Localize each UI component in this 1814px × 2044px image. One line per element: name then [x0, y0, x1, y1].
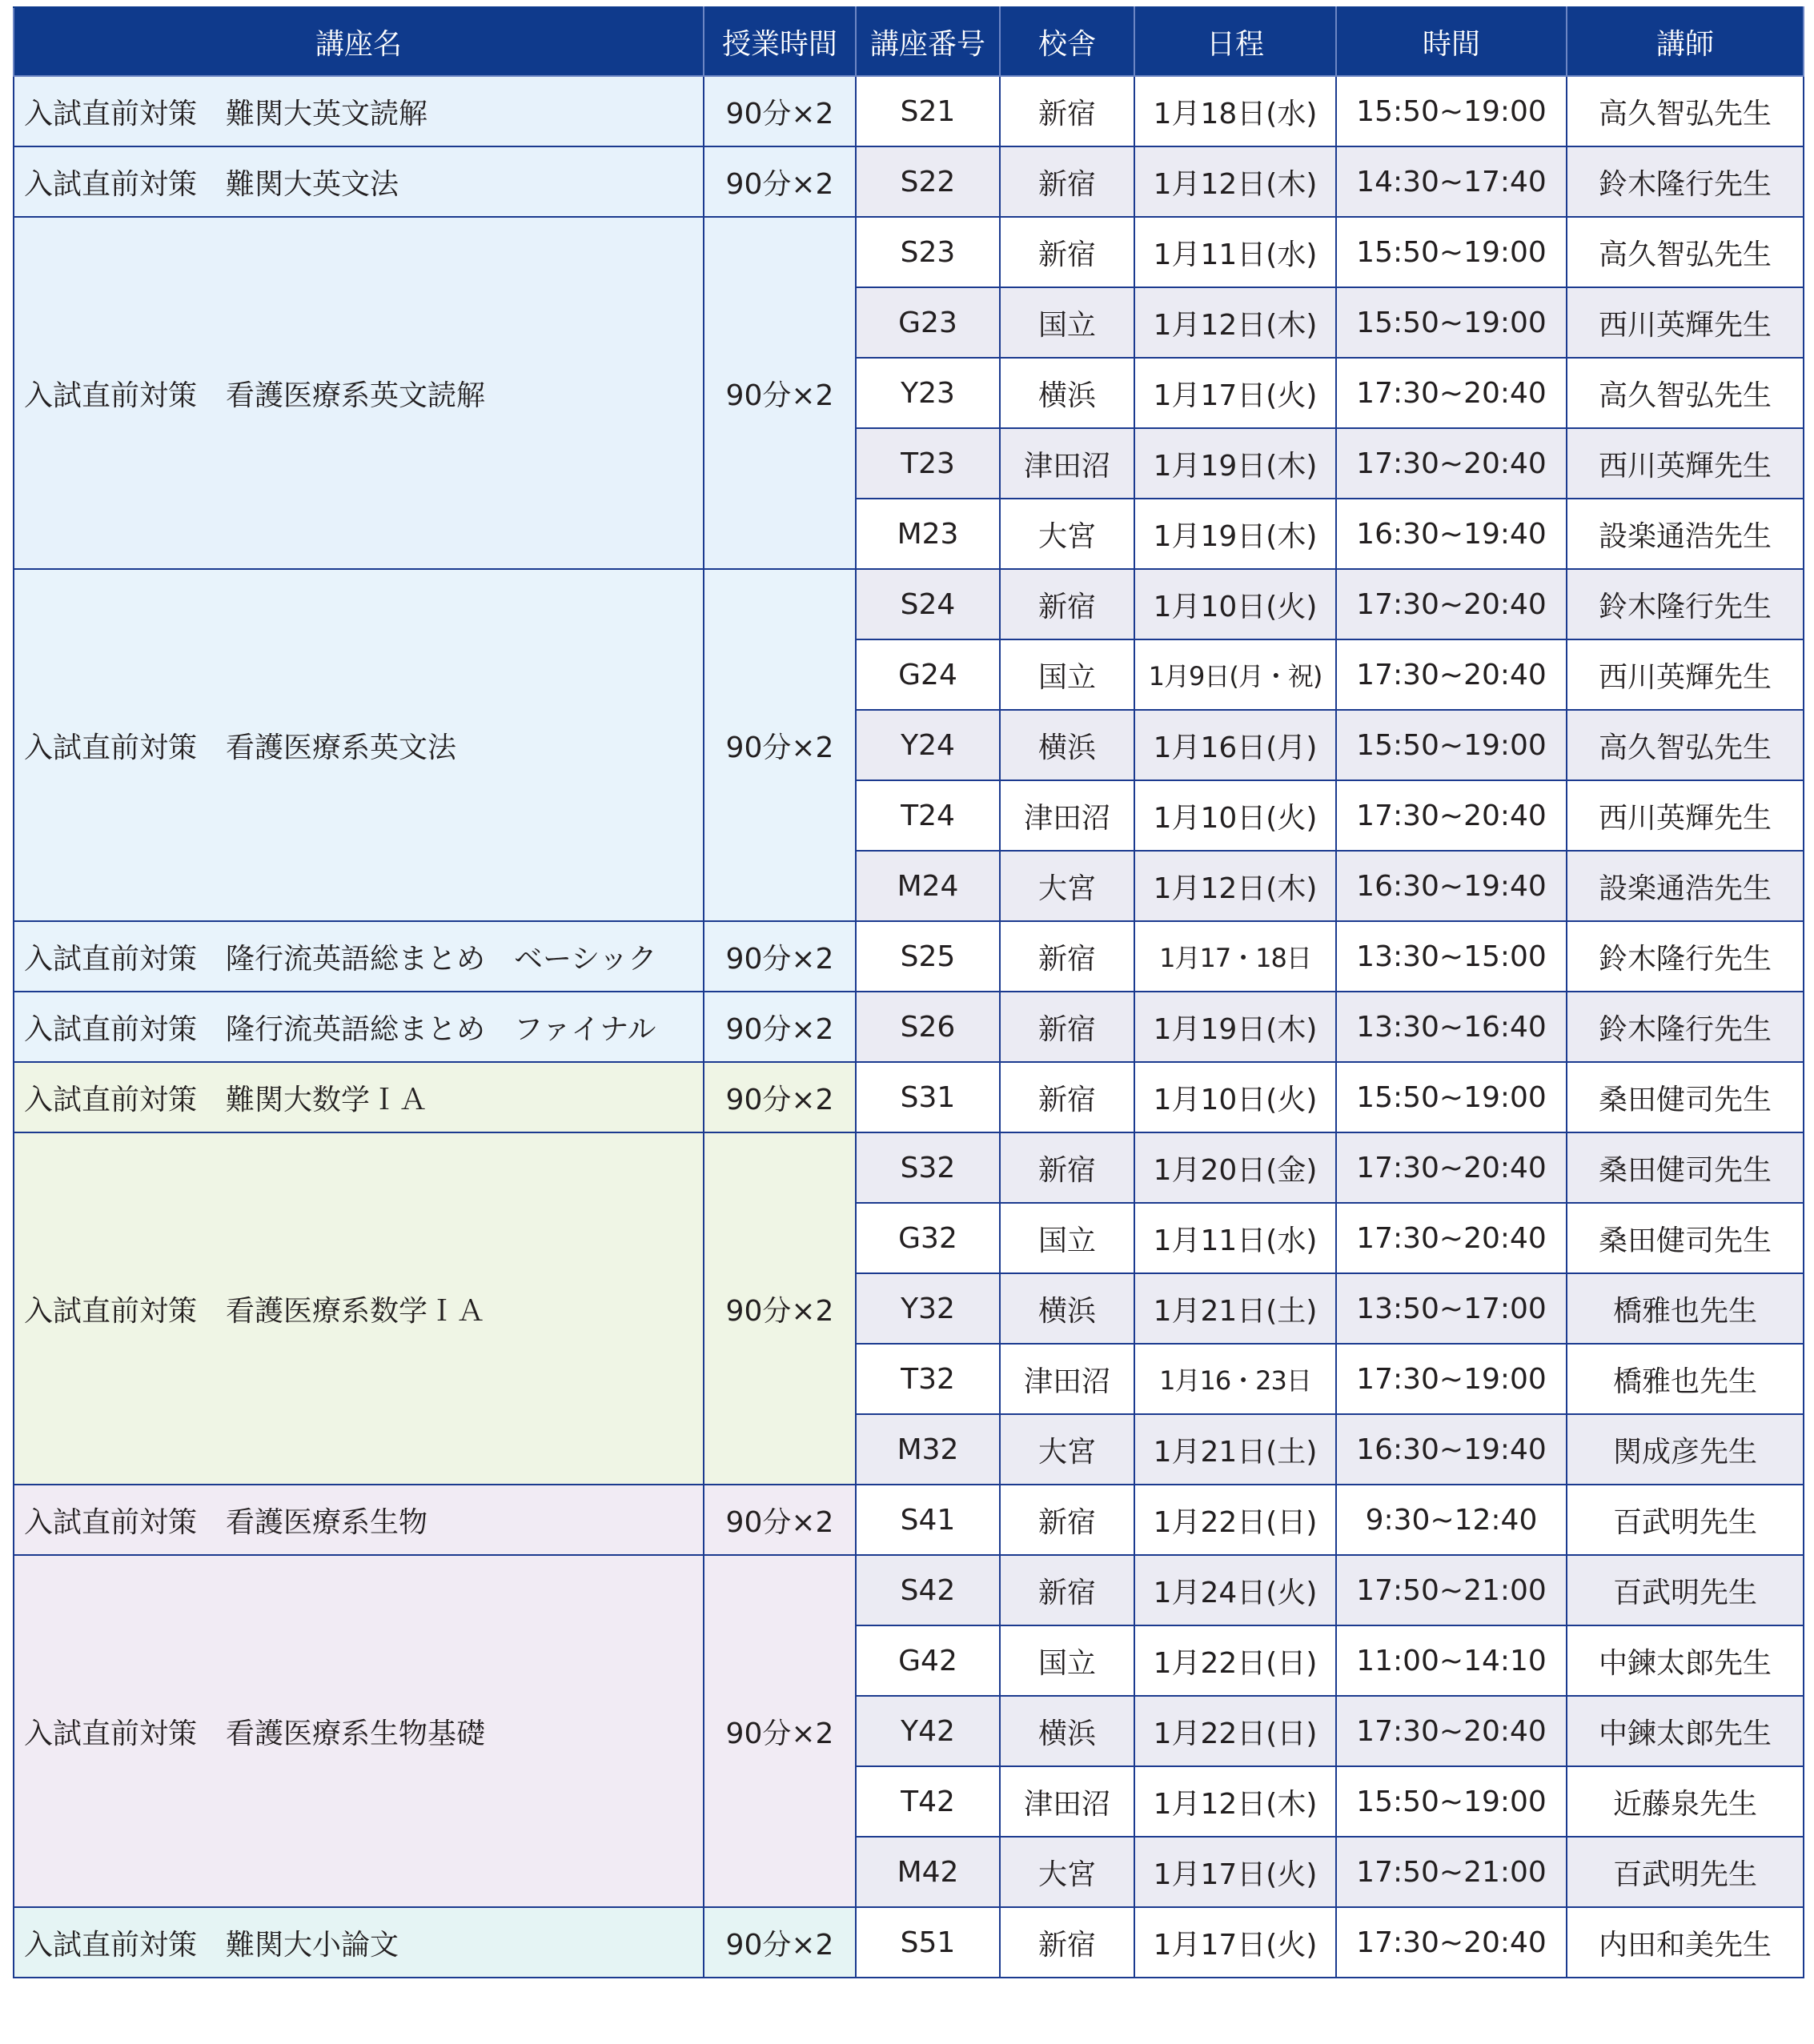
schedule-date: 1月10日(火)	[1134, 569, 1336, 639]
teacher-name: 西川英輝先生	[1567, 780, 1804, 851]
header-row	[14, 7, 1804, 76]
class-time: 17:30~19:00	[1336, 1344, 1567, 1414]
schedule-date: 1月21日(土)	[1134, 1273, 1336, 1344]
campus: 大宮	[1000, 499, 1134, 569]
table-header	[14, 7, 1804, 76]
schedule-date: 1月18日(水)	[1134, 76, 1336, 146]
class-time: 17:30~20:40	[1336, 1907, 1567, 1978]
course-code: T23	[856, 428, 1000, 499]
course-duration: 90分×2	[704, 992, 856, 1062]
schedule-date: 1月10日(火)	[1134, 780, 1336, 851]
teacher-name: 内田和美先生	[1567, 1907, 1804, 1978]
class-time: 16:30~19:40	[1336, 851, 1567, 921]
header-time: 時間	[1336, 7, 1567, 76]
campus: 新宿	[1000, 76, 1134, 146]
campus: 大宮	[1000, 851, 1134, 921]
schedule-container	[13, 6, 1803, 1978]
course-code: S31	[856, 1062, 1000, 1132]
table-row	[14, 921, 1804, 992]
course-code: G32	[856, 1203, 1000, 1273]
schedule-date: 1月17日(火)	[1134, 1837, 1336, 1907]
campus: 横浜	[1000, 1696, 1134, 1766]
course-code: M32	[856, 1414, 1000, 1485]
class-time: 17:30~20:40	[1336, 569, 1567, 639]
class-time: 13:50~17:00	[1336, 1273, 1567, 1344]
course-name: 入試直前対策 看護医療系生物	[14, 1485, 704, 1555]
header-course-name: 講座名	[14, 7, 704, 76]
course-code: G42	[856, 1625, 1000, 1696]
teacher-name: 百武明先生	[1567, 1485, 1804, 1555]
class-time: 17:30~20:40	[1336, 428, 1567, 499]
class-time: 11:00~14:10	[1336, 1625, 1567, 1696]
teacher-name: 橋雅也先生	[1567, 1344, 1804, 1414]
course-duration: 90分×2	[704, 1062, 856, 1132]
schedule-date: 1月22日(日)	[1134, 1625, 1336, 1696]
class-time: 15:50~19:00	[1336, 76, 1567, 146]
teacher-name: 高久智弘先生	[1567, 358, 1804, 428]
class-time: 17:30~20:40	[1336, 780, 1567, 851]
course-name: 入試直前対策 看護医療系生物基礎	[14, 1555, 704, 1907]
teacher-name: 設楽通浩先生	[1567, 499, 1804, 569]
table-body	[14, 76, 1804, 1978]
table-row	[14, 992, 1804, 1062]
teacher-name: 桑田健司先生	[1567, 1203, 1804, 1273]
campus: 新宿	[1000, 217, 1134, 287]
class-time: 15:50~19:00	[1336, 1062, 1567, 1132]
header-campus: 校舎	[1000, 7, 1134, 76]
course-duration: 90分×2	[704, 1485, 856, 1555]
course-schedule-table	[13, 6, 1804, 1978]
teacher-name: 鈴木隆行先生	[1567, 146, 1804, 217]
table-row	[14, 1132, 1804, 1203]
schedule-date: 1月10日(火)	[1134, 1062, 1336, 1132]
teacher-name: 百武明先生	[1567, 1555, 1804, 1625]
course-code: T42	[856, 1766, 1000, 1837]
course-duration: 90分×2	[704, 1555, 856, 1907]
course-code: S26	[856, 992, 1000, 1062]
schedule-date: 1月11日(水)	[1134, 1203, 1336, 1273]
schedule-date: 1月16・23日	[1134, 1344, 1336, 1414]
campus: 新宿	[1000, 1132, 1134, 1203]
class-time: 16:30~19:40	[1336, 1414, 1567, 1485]
campus: 津田沼	[1000, 780, 1134, 851]
course-code: S51	[856, 1907, 1000, 1978]
campus: 国立	[1000, 287, 1134, 358]
course-code: S23	[856, 217, 1000, 287]
schedule-date: 1月17日(火)	[1134, 358, 1336, 428]
teacher-name: 西川英輝先生	[1567, 287, 1804, 358]
course-code: S21	[856, 76, 1000, 146]
schedule-date: 1月12日(木)	[1134, 287, 1336, 358]
class-time: 17:30~20:40	[1336, 1696, 1567, 1766]
course-name: 入試直前対策 看護医療系英文読解	[14, 217, 704, 569]
campus: 新宿	[1000, 992, 1134, 1062]
teacher-name: 鈴木隆行先生	[1567, 921, 1804, 992]
course-duration: 90分×2	[704, 921, 856, 992]
table-row	[14, 146, 1804, 217]
course-code: T32	[856, 1344, 1000, 1414]
class-time: 13:30~15:00	[1336, 921, 1567, 992]
class-time: 17:50~21:00	[1336, 1555, 1567, 1625]
course-code: G24	[856, 639, 1000, 710]
course-code: Y23	[856, 358, 1000, 428]
teacher-name: 設楽通浩先生	[1567, 851, 1804, 921]
class-time: 9:30~12:40	[1336, 1485, 1567, 1555]
course-code: Y32	[856, 1273, 1000, 1344]
campus: 国立	[1000, 639, 1134, 710]
header-course-code: 講座番号	[856, 7, 1000, 76]
campus: 横浜	[1000, 710, 1134, 780]
course-code: S22	[856, 146, 1000, 217]
teacher-name: 高久智弘先生	[1567, 710, 1804, 780]
teacher-name: 中鍊太郎先生	[1567, 1625, 1804, 1696]
teacher-name: 関成彦先生	[1567, 1414, 1804, 1485]
campus: 横浜	[1000, 358, 1134, 428]
table-row	[14, 1485, 1804, 1555]
schedule-date: 1月17・18日	[1134, 921, 1336, 992]
schedule-date: 1月12日(木)	[1134, 1766, 1336, 1837]
schedule-date: 1月11日(水)	[1134, 217, 1336, 287]
course-code: T24	[856, 780, 1000, 851]
course-code: M23	[856, 499, 1000, 569]
campus: 新宿	[1000, 1485, 1134, 1555]
course-code: G23	[856, 287, 1000, 358]
campus: 新宿	[1000, 569, 1134, 639]
course-duration: 90分×2	[704, 569, 856, 921]
schedule-date: 1月17日(火)	[1134, 1907, 1336, 1978]
course-duration: 90分×2	[704, 217, 856, 569]
class-time: 15:50~19:00	[1336, 287, 1567, 358]
schedule-date: 1月22日(日)	[1134, 1485, 1336, 1555]
campus: 新宿	[1000, 1062, 1134, 1132]
teacher-name: 高久智弘先生	[1567, 76, 1804, 146]
table-row	[14, 76, 1804, 146]
teacher-name: 百武明先生	[1567, 1837, 1804, 1907]
course-code: S32	[856, 1132, 1000, 1203]
schedule-date: 1月20日(金)	[1134, 1132, 1336, 1203]
teacher-name: 高久智弘先生	[1567, 217, 1804, 287]
course-duration: 90分×2	[704, 1907, 856, 1978]
table-row	[14, 569, 1804, 639]
course-code: S25	[856, 921, 1000, 992]
course-name: 入試直前対策 看護医療系英文法	[14, 569, 704, 921]
class-time: 17:30~20:40	[1336, 1132, 1567, 1203]
course-name: 入試直前対策 難関大英文読解	[14, 76, 704, 146]
schedule-date: 1月19日(木)	[1134, 499, 1336, 569]
course-duration: 90分×2	[704, 76, 856, 146]
course-duration: 90分×2	[704, 1132, 856, 1485]
table-row	[14, 1907, 1804, 1978]
course-code: S41	[856, 1485, 1000, 1555]
table-row	[14, 1062, 1804, 1132]
course-name: 入試直前対策 難関大英文法	[14, 146, 704, 217]
header-date: 日程	[1134, 7, 1336, 76]
teacher-name: 中鍊太郎先生	[1567, 1696, 1804, 1766]
class-time: 17:30~20:40	[1336, 358, 1567, 428]
schedule-date: 1月21日(土)	[1134, 1414, 1336, 1485]
teacher-name: 橋雅也先生	[1567, 1273, 1804, 1344]
class-time: 16:30~19:40	[1336, 499, 1567, 569]
teacher-name: 桑田健司先生	[1567, 1132, 1804, 1203]
class-time: 17:30~20:40	[1336, 1203, 1567, 1273]
teacher-name: 西川英輝先生	[1567, 428, 1804, 499]
campus: 大宮	[1000, 1414, 1134, 1485]
schedule-date: 1月22日(日)	[1134, 1696, 1336, 1766]
course-code: S42	[856, 1555, 1000, 1625]
schedule-date: 1月9日(月・祝)	[1134, 639, 1336, 710]
schedule-date: 1月12日(木)	[1134, 146, 1336, 217]
course-code: S24	[856, 569, 1000, 639]
teacher-name: 鈴木隆行先生	[1567, 992, 1804, 1062]
course-code: Y24	[856, 710, 1000, 780]
class-time: 14:30~17:40	[1336, 146, 1567, 217]
class-time: 13:30~16:40	[1336, 992, 1567, 1062]
schedule-date: 1月12日(木)	[1134, 851, 1336, 921]
campus: 横浜	[1000, 1273, 1134, 1344]
campus: 新宿	[1000, 1907, 1134, 1978]
schedule-date: 1月16日(月)	[1134, 710, 1336, 780]
course-code: M42	[856, 1837, 1000, 1907]
class-time: 17:50~21:00	[1336, 1837, 1567, 1907]
course-name: 入試直前対策 隆行流英語総まとめ ファイナル	[14, 992, 704, 1062]
class-time: 15:50~19:00	[1336, 710, 1567, 780]
campus: 新宿	[1000, 921, 1134, 992]
class-time: 15:50~19:00	[1336, 1766, 1567, 1837]
campus: 新宿	[1000, 146, 1134, 217]
course-name: 入試直前対策 難関大数学ＩＡ	[14, 1062, 704, 1132]
course-name: 入試直前対策 難関大小論文	[14, 1907, 704, 1978]
teacher-name: 近藤泉先生	[1567, 1766, 1804, 1837]
schedule-date: 1月19日(木)	[1134, 428, 1336, 499]
course-name: 入試直前対策 隆行流英語総まとめ ベーシック	[14, 921, 704, 992]
header-duration: 授業時間	[704, 7, 856, 76]
schedule-date: 1月24日(火)	[1134, 1555, 1336, 1625]
schedule-date: 1月19日(木)	[1134, 992, 1336, 1062]
campus: 津田沼	[1000, 1344, 1134, 1414]
course-name: 入試直前対策 看護医療系数学ＩＡ	[14, 1132, 704, 1485]
course-duration: 90分×2	[704, 146, 856, 217]
table-row	[14, 1555, 1804, 1625]
campus: 津田沼	[1000, 428, 1134, 499]
course-code: Y42	[856, 1696, 1000, 1766]
class-time: 15:50~19:00	[1336, 217, 1567, 287]
teacher-name: 鈴木隆行先生	[1567, 569, 1804, 639]
campus: 大宮	[1000, 1837, 1134, 1907]
campus: 国立	[1000, 1625, 1134, 1696]
campus: 国立	[1000, 1203, 1134, 1273]
course-code: M24	[856, 851, 1000, 921]
teacher-name: 西川英輝先生	[1567, 639, 1804, 710]
campus: 津田沼	[1000, 1766, 1134, 1837]
class-time: 17:30~20:40	[1336, 639, 1567, 710]
teacher-name: 桑田健司先生	[1567, 1062, 1804, 1132]
campus: 新宿	[1000, 1555, 1134, 1625]
table-row	[14, 217, 1804, 287]
header-teacher: 講師	[1567, 7, 1804, 76]
